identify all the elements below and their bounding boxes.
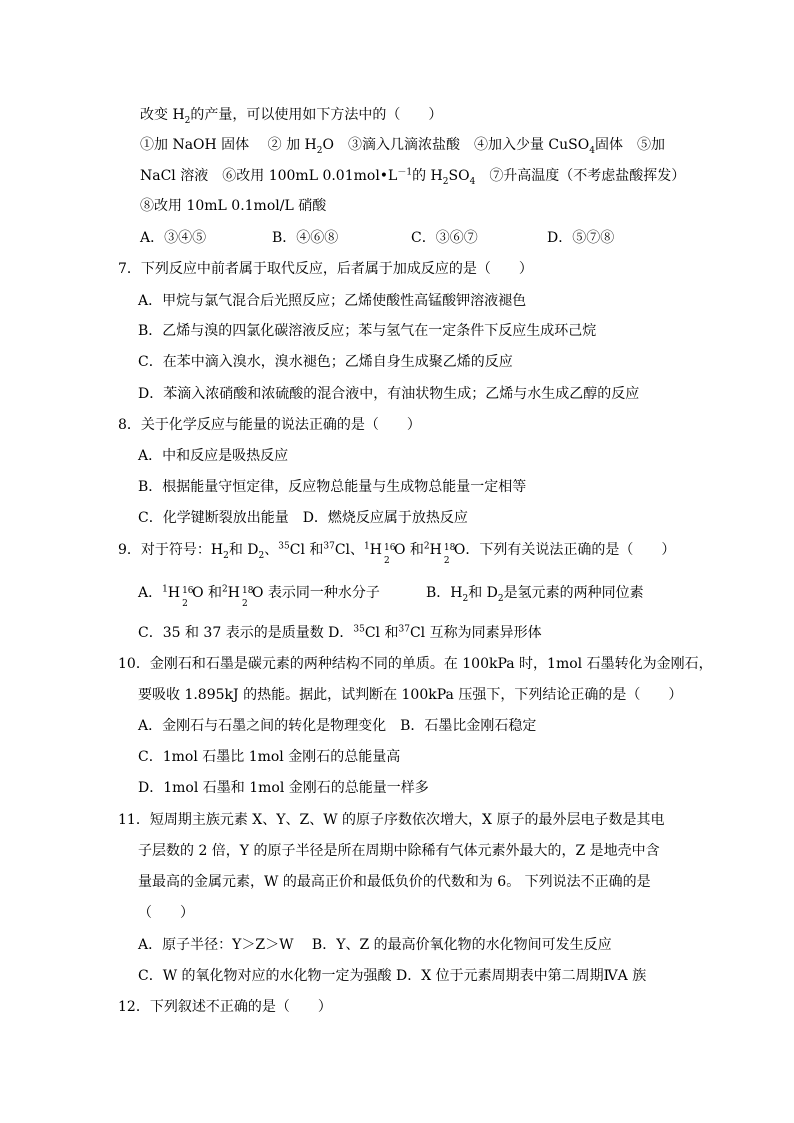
q11-stem-line1: 11．短周期主族元素 X、Y、Z、W 的原子序数依次增大，X 原子的最外层电子数是其电: [118, 812, 665, 828]
q9-stem: 9．对于符号：$H_2$和 $D_2$、$^{35}$Cl 和$^{37}$Cl、$^1$H 16 2 O 和$^2$H 18 2 O．下列有关说法正确的是（ ）: [118, 541, 676, 566]
q6-options-line2: NaCl 溶液 ⑥改用 100mL $0.01mol•L^{-1}$的 $H_2SO_4$ ⑦升高温度（不考虑盐酸挥发）: [140, 167, 686, 187]
q10-stem-line2: 要吸收 1.895kJ 的热能。据此，试判断在 100kPa 压强下，下列结论正确的是（ ）: [138, 687, 683, 703]
q6-choice-d: D．⑤⑦⑧: [547, 230, 615, 246]
q10-choice-c: C．1mol 石墨比 1mol 金刚石的总能量高: [138, 749, 401, 765]
q6-options-line3: ⑧改用 10mL 0.1mol/L 硝酸: [140, 198, 327, 214]
q6-options-line1: ①加 NaOH 固体 ② 加 $H_2O$ ③滴入几滴浓盐酸 ④加入少量 CuSO$_4$固体 ⑤加: [140, 137, 665, 156]
q6-stem: 改变 $H_2$的产量，可以使用如下方法中的（ ）: [140, 107, 443, 126]
q11-stem-line3: 量最高的金属元素，W 的最高正价和最低负价的代数和为 6。 下列说法不正确的是: [138, 874, 651, 890]
q9-isotope-18-2: 18 2: [443, 543, 456, 566]
q10-choice-d: D．1mol 石墨和 1mol 金刚石的总能量一样多: [138, 780, 429, 796]
q8-choice-a: A．中和反应是吸热反应: [138, 448, 289, 464]
q11-choice-ab: A．原子半径：Y＞Z＞W B．Y、Z 的最高价氧化物的水化物间可发生反应: [138, 937, 612, 953]
q9-isotope-16-2: 16 2: [383, 543, 396, 566]
q6-choice-a: A．③④⑤: [140, 230, 207, 246]
q8-choice-cd: C．化学键断裂放出能量 D．燃烧反应属于放热反应: [138, 510, 468, 526]
q10-stem-line1: 10．金刚石和石墨是碳元素的两种结构不同的单质。在 100kPa 时，1mol 石墨转化为金刚石，: [118, 656, 713, 672]
q7-stem: 7．下列反应中前者属于取代反应，后者属于加成反应的是（ ）: [118, 261, 533, 277]
q7-choice-b: B．乙烯与溴的四氯化碳溶液反应；苯与氢气在一定条件下反应生成环己烷: [138, 323, 597, 339]
q8-stem: 8．关于化学反应与能量的说法正确的是（ ）: [118, 417, 421, 433]
q6-choice-c: C．③⑥⑦: [411, 230, 478, 246]
q7-choice-a: A．甲烷与氯气混合后光照反应；乙烯使酸性高锰酸钾溶液褪色: [138, 293, 527, 309]
q9-choice-a: A．$^1$H 16 2 O 和$^2$H 18 2 O 表示同一种水分子: [138, 584, 380, 609]
q9a-isotope-18-2: 18 2: [241, 586, 254, 609]
q11-stem-line4: （ ）: [138, 905, 194, 921]
q9a-isotope-16-2: 16 2: [182, 586, 194, 609]
q11-stem-line2: 子层数的 2 倍，Y 的原子半径是所在周期中除稀有气体元素外最大的，Z 是地壳中含: [138, 843, 660, 859]
q12-stem: 12．下列叙述不正确的是（ ）: [118, 999, 332, 1015]
q8-choice-b: B．根据能量守恒定律，反应物总能量与生成物总能量一定相等: [138, 479, 527, 495]
q9-choice-cd: C．35 和 37 表示的是质量数 D．$^{35}$Cl 和$^{37}$Cl 互称为同素异形体: [138, 624, 542, 641]
q11-choice-cd: C．W 的氧化物对应的水化物一定为强酸 D．X 位于元素周期表中第二周期ⅣA 族: [138, 968, 647, 984]
q6-choice-b: B．④⑥⑧: [272, 230, 339, 246]
q7-choice-c: C．在苯中滴入溴水，溴水褪色；乙烯自身生成聚乙烯的反应: [138, 354, 513, 370]
q9-choice-b: B．$H_2$和 $D_2$是氢元素的两种同位素: [426, 585, 644, 604]
q7-choice-d: D．苯滴入浓硝酸和浓硫酸的混合液中，有油状物生成；乙烯与水生成乙醇的反应: [138, 386, 640, 402]
q10-choice-ab: A．金刚石与石墨之间的转化是物理变化 B．石墨比金刚石稳定: [138, 718, 537, 734]
